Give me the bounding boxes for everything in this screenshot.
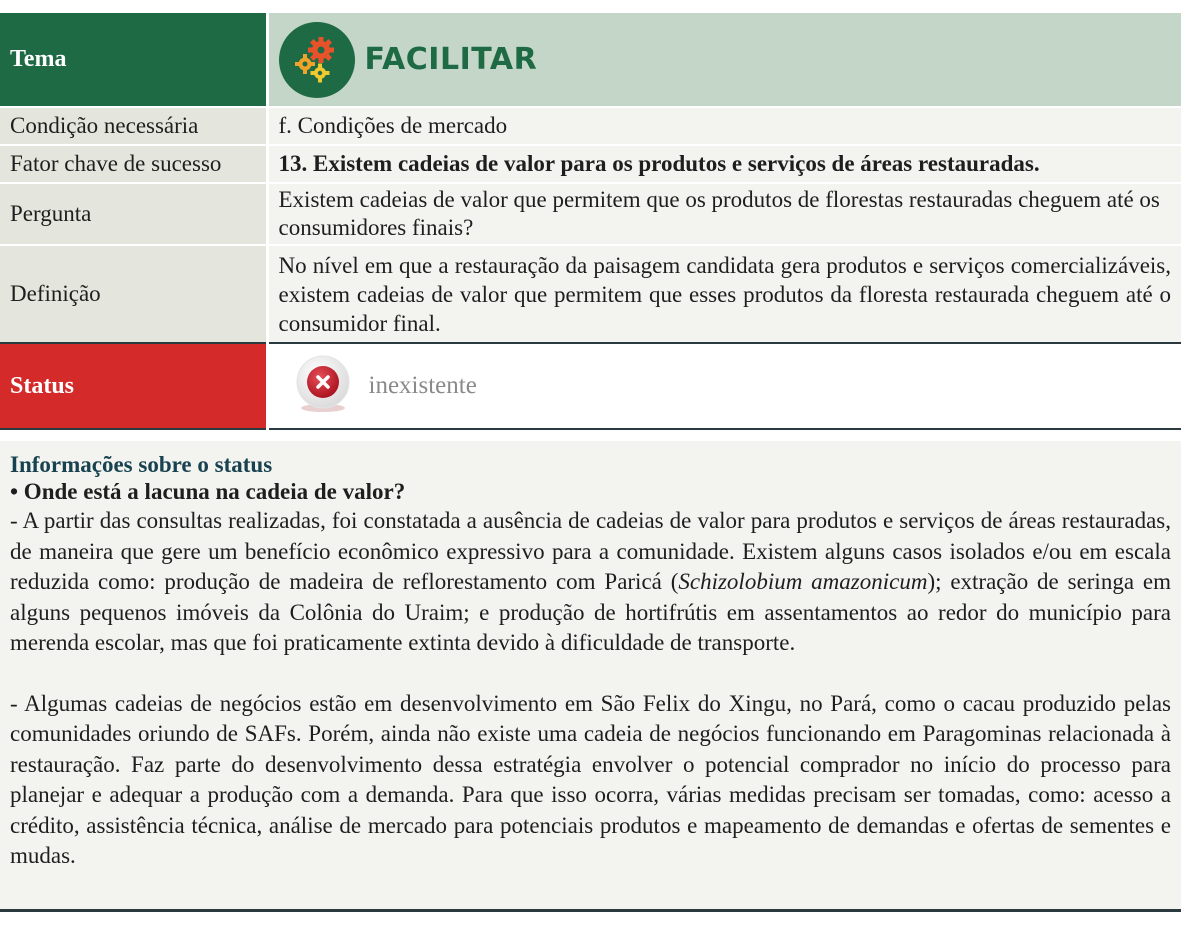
condicao-label: Condição necessária xyxy=(0,107,267,145)
tema-value: FACILITAR xyxy=(364,42,538,77)
status-info-section xyxy=(0,441,1181,912)
fator-label: Fator chave de sucesso xyxy=(0,145,267,183)
info-p1-part-b: ); extração de seringa em alguns pequenos imóveis da Colônia do Uraim; e produção de hortifrútis em assentamentos ao redor do município para merenda escolar, mas que foi praticamente extinta devido à dificuldade de transporte. xyxy=(10,569,1171,655)
row-tema xyxy=(0,13,1181,107)
info-question: • Onde está a lacuna na cadeia de valor? xyxy=(10,479,406,504)
info-p1-part-a: - A partir das consultas realizadas, foi constatada a ausência de cadeias de valor para produtos e serviços de áreas restauradas, de maneira que gere um benefício econômico expressivo para a comunidade. Existem alguns casos isolados e/ou em escala reduzida como: produção de madeira de reflorestamento com Paricá ( xyxy=(10,508,1171,594)
row-definicao xyxy=(0,245,1181,343)
x-circle-icon xyxy=(291,352,355,421)
tema-label: Tema xyxy=(0,13,267,107)
definicao-value: No nível em que a restauração da paisagem candidata gera produtos e serviços comercializáveis, existem cadeias de valor que permitem que esses produtos da floresta restaurada cheguem até o consumidor final. xyxy=(267,245,1181,343)
tema-value-cell xyxy=(267,13,1181,107)
status-value-cell xyxy=(267,343,1181,429)
status-label: Status xyxy=(0,343,267,429)
definicao-label: Definição xyxy=(0,245,267,343)
pergunta-label: Pergunta xyxy=(0,183,267,245)
status-table xyxy=(0,13,1181,430)
row-status xyxy=(0,343,1181,429)
row-condicao xyxy=(0,107,1181,145)
pergunta-value: Existem cadeias de valor que permitem que os produtos de florestas restauradas cheguem até os consumidores finais? xyxy=(267,183,1181,245)
status-value: inexistente xyxy=(368,372,477,399)
gears-icon xyxy=(279,22,355,98)
info-paragraph-2: - Algumas cadeias de negócios estão em desenvolvimento em São Felix do Xingu, no Pará, como o cacau produzido pelas comunidades oriundo de SAFs. Porém, ainda não existe uma cadeia de negócios funcionando em Paragominas relacionada à restauração. Faz parte do desenvolvimento dessa estratégia envolver o potencial comprador no início do processo para planejar e adequar a produção com a demanda. Para que isso ocorra, várias medidas precisam ser tomadas, como: acesso a crédito, assistência técnica, análise de mercado para potenciais produtos e mapeamento de demandas e ofertas de sementes e mudas. xyxy=(10,690,1171,868)
row-fator xyxy=(0,145,1181,183)
row-pergunta xyxy=(0,183,1181,245)
info-title: Informações sobre o status xyxy=(10,452,273,477)
info-paragraph-1 xyxy=(10,506,1171,659)
species-name: Schizolobium amazonicum xyxy=(678,569,928,594)
condicao-value: f. Condições de mercado xyxy=(267,107,1181,145)
fator-value: 13. Existem cadeias de valor para os produtos e serviços de áreas restauradas. xyxy=(267,145,1181,183)
